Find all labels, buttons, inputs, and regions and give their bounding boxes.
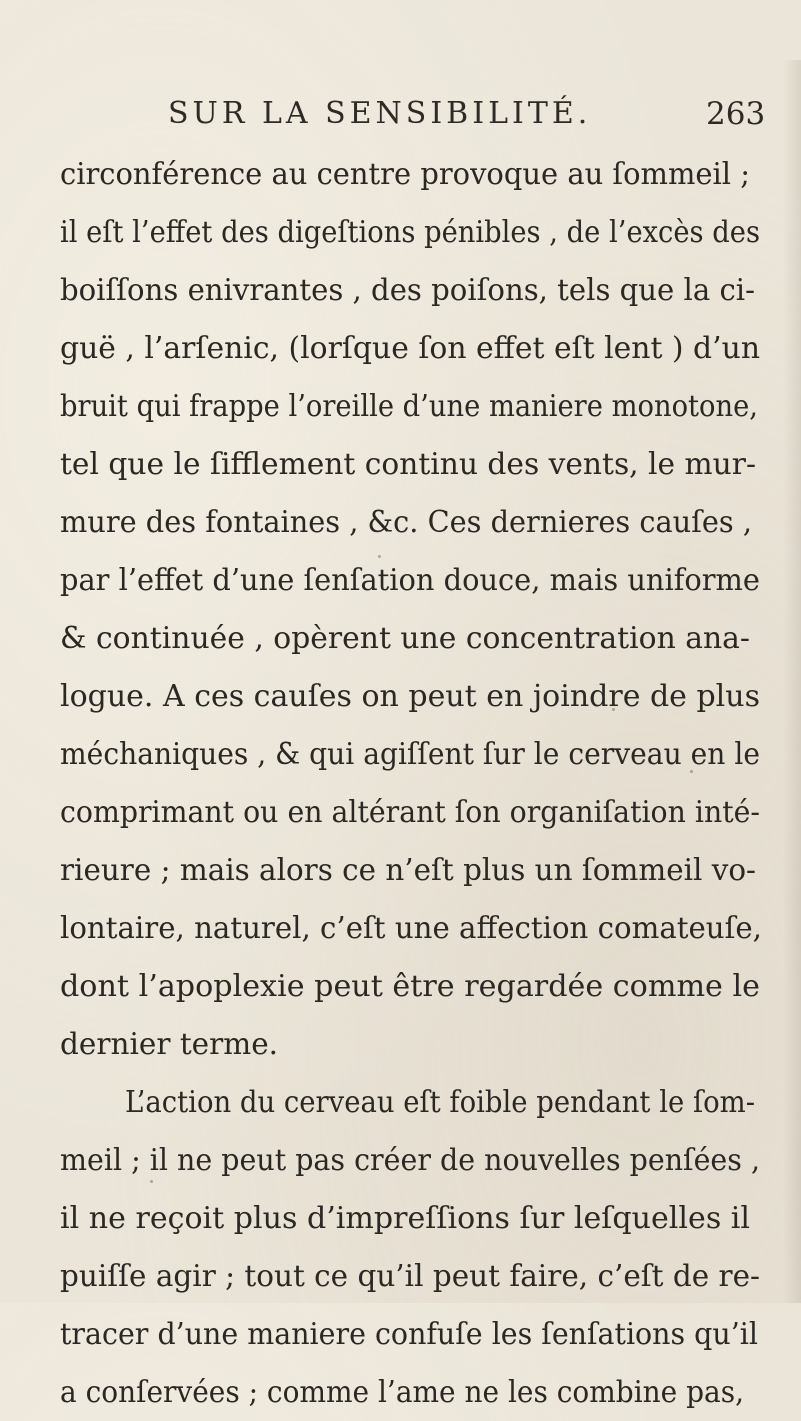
text-line: comprimant ou en altérant ſon organiſation inté-	[60, 795, 760, 829]
text-line: boiſſons enivrantes , des poiſons, tels que la ci-	[60, 273, 755, 307]
text-line: dont l’apoplexie peut être regardée comme le	[60, 969, 760, 1003]
text-line: il eſt l’effet des digeſtions pénibles , de l’excès des	[60, 215, 760, 249]
text-line: meil ; il ne peut pas créer de nouvelles penſées ,	[60, 1143, 761, 1177]
text-line: & continuée , opèrent une concentration ana-	[60, 621, 750, 655]
paper-speck	[690, 770, 693, 773]
text-line: il ne reçoit plus d’impreſſions ſur leſquelles il	[60, 1201, 751, 1235]
running-head	[0, 96, 801, 136]
text-line: a conſervées ; comme l’ame ne les combine pas,	[60, 1375, 744, 1409]
text-line: lontaire, naturel, c’eſt une affection comateuſe,	[60, 911, 762, 945]
text-line: L’action du cerveau eſt foible pendant le ſom-	[125, 1085, 755, 1119]
running-title: SUR LA SENSIBILITÉ.	[168, 96, 592, 131]
text-line: logue. A ces cauſes on peut en joindre de plus	[60, 679, 760, 713]
body-text	[60, 145, 760, 1421]
paper-speck	[612, 708, 615, 711]
paper-speck	[150, 1180, 153, 1183]
text-line: bruit qui frappe l’oreille d’une maniere monotone,	[60, 389, 758, 423]
text-line: rieure ; mais alors ce n’eſt plus un ſommeil vo-	[60, 853, 756, 887]
page-number: 263	[706, 96, 766, 132]
text-line: méchaniques , & qui agiſſent ſur le cerveau en le	[60, 737, 761, 771]
text-line: mure des fontaines , &c. Ces dernieres cauſes ,	[60, 505, 752, 539]
text-line: circonférence au centre provoque au ſommeil ;	[60, 157, 750, 191]
text-line: tel que le ſifflement continu des vents, le mur-	[60, 447, 756, 481]
paper-speck	[378, 555, 381, 558]
text-line: guë , l’arſenic, (lorſque ſon effet eſt lent ) d’un	[60, 331, 761, 365]
text-line: puiſſe agir ; tout ce qu’il peut faire, c’eſt de re-	[60, 1259, 761, 1293]
text-line: tracer d’une maniere confuſe les ſenſations qu’il	[60, 1317, 758, 1351]
text-line: par l’effet d’une ſenſation douce, mais uniforme	[60, 563, 760, 597]
text-line: dernier terme.	[60, 1027, 279, 1061]
